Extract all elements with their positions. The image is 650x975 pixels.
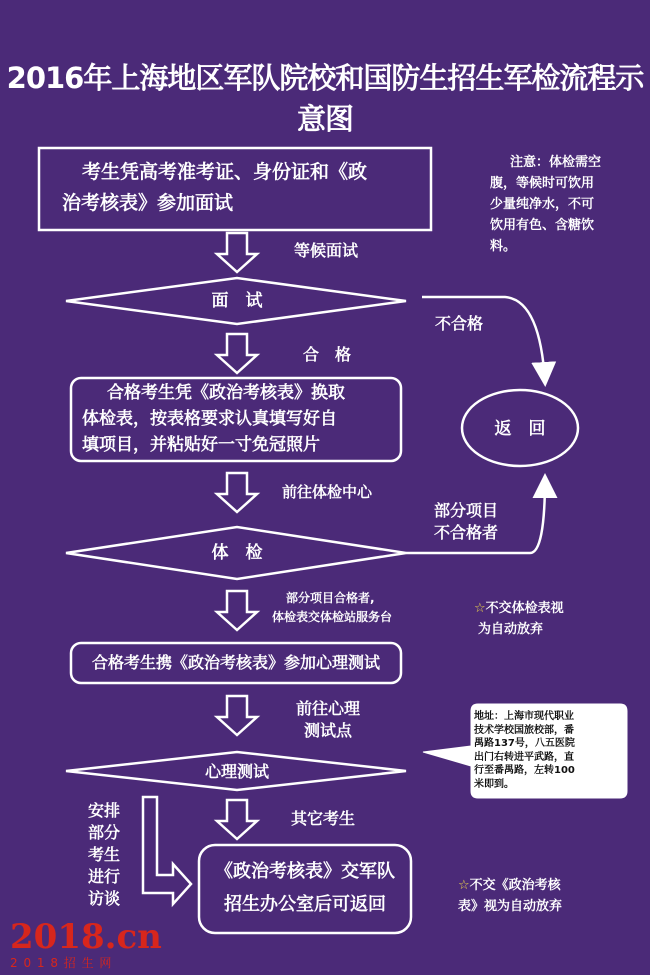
page-title: 2016年上海地区军队院校和国防生招生军检流程示意图: [6, 61, 644, 136]
note-line: 少量纯净水，不可: [490, 197, 595, 212]
final-text-2: 招生办公室后可返回: [224, 894, 386, 915]
down-arrow-6: [217, 800, 257, 839]
address-text: [474, 710, 626, 791]
psych-box-text: 合格考生携《政治考核表》参加心理测试: [91, 653, 380, 672]
arrange-line: 考生: [88, 845, 121, 864]
note-line: 饮用有色、含糖饮: [490, 218, 595, 233]
form-text-1: 合格考生凭《政治考核表》换取: [107, 383, 345, 403]
address-line: 禺路137号，八五医院: [474, 738, 575, 749]
side-arrow: [143, 797, 191, 904]
watermark: [10, 917, 162, 971]
form-text-2: 体检表，按表格要求认真填写好自: [82, 409, 337, 429]
star-icon: ☆: [458, 878, 470, 893]
medical-label: 体 检: [211, 543, 263, 563]
final-text-1: 《政治考核表》交军队: [215, 861, 395, 882]
partial-pass-label-1: 部分项目合格者,: [286, 591, 375, 605]
fasting-note: [490, 152, 632, 257]
partial-fail-label-2: 不合格者: [434, 523, 499, 542]
note-line: 注意：体检需空: [510, 155, 602, 170]
politics-form-note-1: 不交《政治考核: [469, 878, 561, 893]
medical-form-note: [474, 598, 564, 619]
address-line: 技术学校国旅校部，番: [474, 724, 574, 736]
politics-form-note: [458, 875, 561, 896]
wait-interview-label: 等候面试: [294, 241, 359, 260]
address-line: 行至番禺路，左转100: [474, 765, 575, 776]
down-arrow-2: [217, 334, 257, 373]
arrange-line: 访谈: [88, 889, 121, 908]
arrange-line: 部分: [88, 823, 121, 842]
other-candidates-label: 其它考生: [291, 809, 356, 828]
go-medical-label: 前往体检中心: [282, 483, 373, 501]
return-label: 返 回: [494, 419, 546, 439]
medical-form-note-line2: 为自动放弃: [478, 622, 544, 637]
address-line: 出门右转进平武路，直: [474, 751, 574, 763]
watermark-main: 2018.cn: [10, 917, 162, 957]
arrange-line: 进行: [88, 867, 121, 886]
star-icon: ☆: [474, 601, 486, 616]
note-line: 腹，等候时可饮用: [490, 176, 595, 191]
fail-connector: [422, 297, 545, 382]
pass-label: 合 格: [303, 345, 352, 364]
watermark-sub: 2 0 1 8 招 生 网: [10, 956, 113, 970]
partial-fail-label-1: 部分项目: [434, 501, 499, 520]
down-arrow-4: [217, 591, 257, 630]
medical-form-note-1: 不交体检表视: [485, 601, 564, 616]
psych-test-label: 心理测试: [204, 762, 269, 781]
go-psych-label-1: 前往心理: [296, 699, 361, 718]
partial-pass-label-2: 体检表交体检站服务台: [272, 610, 393, 624]
address-line: 米即到。: [474, 778, 514, 790]
interview-label: 面 试: [211, 291, 263, 311]
go-psych-label-2: 测试点: [304, 721, 353, 740]
note-line: 料。: [490, 239, 517, 254]
down-arrow-1: [217, 233, 257, 272]
submit-text-1: 考生凭高考准考证、身份证和《政: [82, 161, 368, 183]
address-line: 地址：上海市现代职业: [474, 711, 574, 722]
down-arrow-5: [217, 696, 257, 735]
fail-label: 不合格: [435, 314, 484, 333]
down-arrow-3: [217, 473, 257, 512]
arrange-line: 安排: [88, 801, 121, 820]
form-text-3: 填项目，并粘贴好一寸免冠照片: [82, 435, 320, 455]
submit-text-2: 治考核表》参加面试: [62, 192, 234, 214]
politics-form-note-line2: 表》视为自动放弃: [458, 899, 563, 914]
arrange-interview-label: [88, 800, 128, 910]
